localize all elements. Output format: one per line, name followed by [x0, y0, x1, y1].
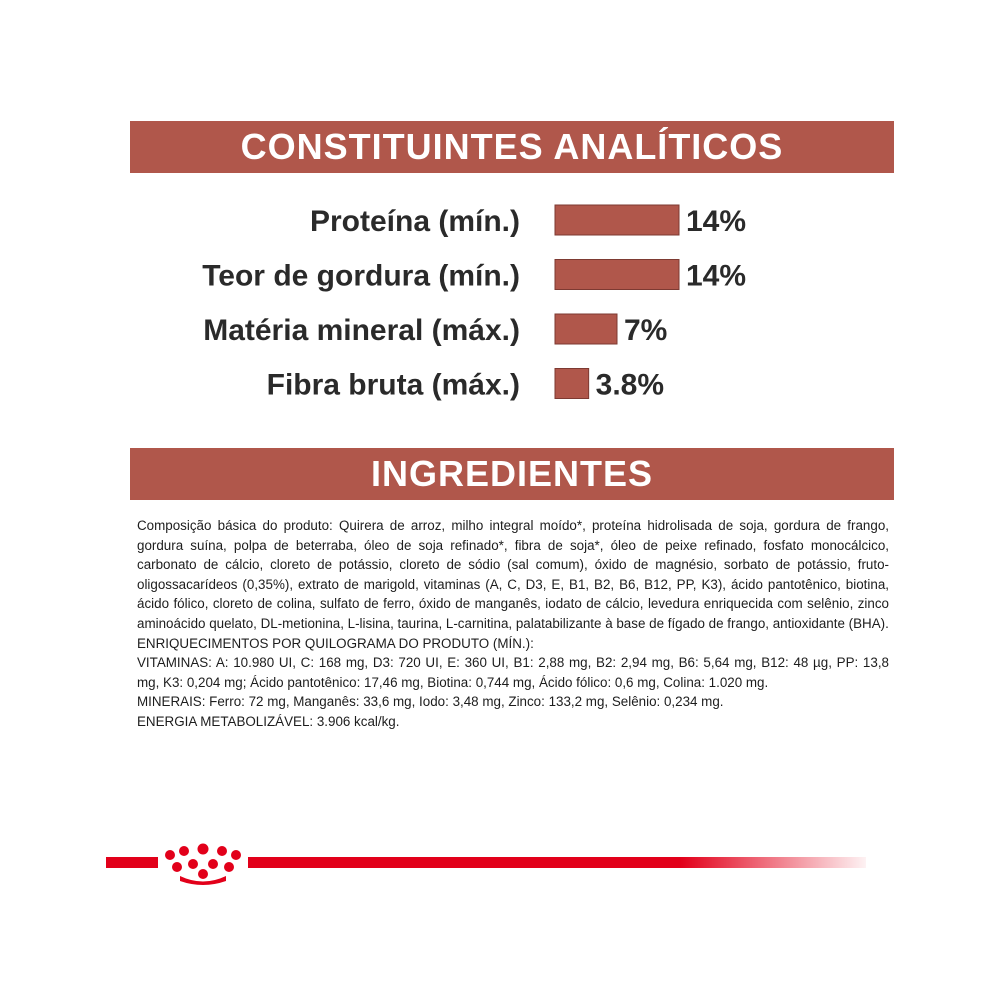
bar — [555, 260, 679, 290]
bar — [555, 205, 679, 235]
category-label: Matéria mineral (máx.) — [203, 314, 520, 347]
bar-value-label: 14% — [686, 205, 747, 238]
bar-value-label: 3.8% — [595, 368, 665, 402]
category-label: Proteína (mín.) — [309, 205, 520, 238]
category-label: Fibra bruta (máx.) — [266, 368, 520, 402]
ingredients-title: INGREDIENTES — [370, 453, 654, 494]
vitamins-text: VITAMINAS: A: 10.980 UI, C: 168 mg, D3: 720 UI, E: 360 UI, B1: 2,88 mg, B2: 2,94 mg, B6: 5,64 mg, B12: 48 µg, PP: 13,8 mg, K3: 0,204 mg; Ácido pantotênico: 17,46 mg, Biotina: 0,744 mg, Ácido fólico: 0,6 mg, Colina: 1.020 mg. — [137, 655, 889, 690]
ingredients-banner — [130, 448, 894, 500]
minerals-text: MINERAIS: Ferro: 72 mg, Manganês: 33,6 mg, Iodo: 3,48 mg, Zinco: 133,2 mg, Selênio: 0,234 mg. — [137, 694, 724, 710]
analytics-bar-chart — [0, 180, 1000, 410]
footer-line-left — [106, 857, 158, 868]
energy-text: ENERGIA METABOLIZÁVEL: 3.906 kcal/kg. — [137, 713, 400, 729]
composition-text: Composição básica do produto: Quirera de arroz, milho integral moído*, proteína hidrolisada de soja, gordura de frango, gordura suína, polpa de beterraba, óleo de soja refinado*, fibra de soja*, óleo de peixe refinado, fosfato monocálcico, carbonato de cálcio, cloreto de potássio, cloreto de sódio (sal comum), óxido de magnésio, sorbato de potássio, fruto-oligossacarídeos (0,35%), extrato de marigold, vitaminas (A, C, D3, E, B1, B2, B6, B12, PP, K3), ácido pantotênico, biotina, ácido fólico, cloreto de colina, sulfato de ferro, óxido de manganês, iodato de cálcio, levedura enriquecida com selênio, zinco aminoácido quelato, DL-metionina, L-lisina, taurina, L-carnitina, palatabilizante à base de fígado de frango, antioxidante (BHA). — [137, 518, 889, 631]
bar — [555, 369, 589, 399]
footer-line-right — [248, 857, 866, 868]
ingredients-text — [137, 516, 889, 732]
category-label: Teor de gordura (mín.) — [202, 259, 520, 293]
enrichment-title: ENRIQUECIMENTOS POR QUILOGRAMA DO PRODUTO (MÍN.): — [137, 635, 534, 651]
bar — [555, 314, 617, 344]
bar-value-label: 7% — [624, 314, 668, 347]
analytics-title: CONSTITUINTES ANALÍTICOS — [240, 126, 784, 167]
royal-crown-icon — [160, 843, 246, 885]
analytics-banner — [130, 121, 894, 173]
bar-value-label: 14% — [686, 259, 747, 293]
